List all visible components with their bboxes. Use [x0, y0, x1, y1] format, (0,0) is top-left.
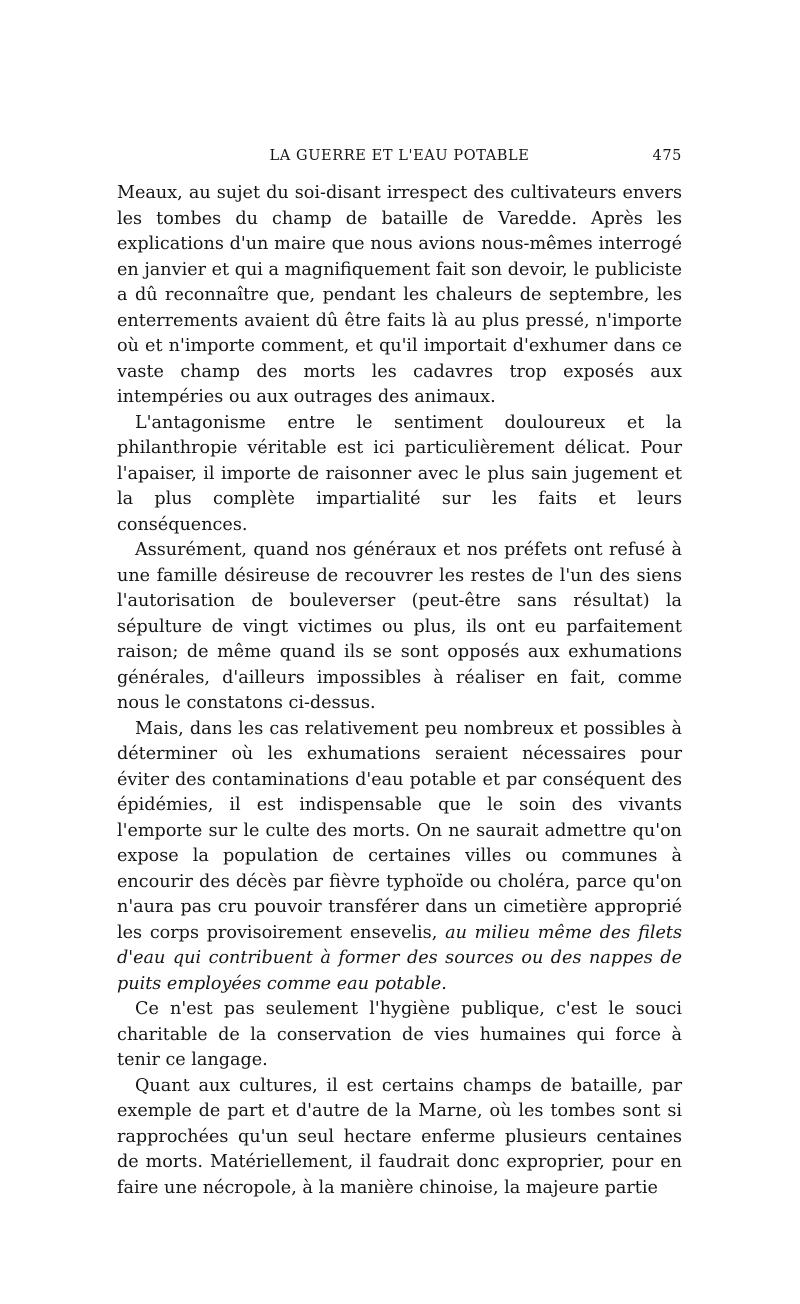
paragraph-4-text: Mais, dans les cas relativement peu nombreux et possibles à déterminer où les exhumations seraient nécessaires pour éviter des contaminations d'eau potable et par conséquent des épidémies, il est indispensable que le soin des vivants l'emporte sur le culte des morts. On ne saurait admettre qu'on expose la population de certaines villes ou communes à encourir des décès par fièvre typhoïde ou choléra, parce qu'on n'aura pas cru pouvoir transférer dans un cimetière approprié les corps provisoirement ensevelis,: [117, 718, 682, 943]
paragraph-6: [117, 1074, 682, 1202]
paragraph-2-text: L'antagonisme entre le sentiment douloureux et la philanthropie véritable est ici particulièrement délicat. Pour l'apaiser, il importe de raisonner avec le plus sain jugement et la plus complète impartialité sur les faits et leurs conséquences.: [117, 412, 682, 535]
paragraph-5: [117, 997, 682, 1074]
book-page: [117, 148, 682, 1201]
paragraph-4: [117, 717, 682, 998]
page-number: 475: [652, 148, 682, 164]
paragraph-3: [117, 538, 682, 717]
paragraph-3-text: Assurément, quand nos généraux et nos préfets ont refusé à une famille désireuse de recouvrer les restes de l'un des siens l'autorisation de bouleverser (peut-être sans résultat) la sépulture de vingt victimes ou plus, ils ont eu parfaitement raison; de même quand ils se sont opposés aux exhumations générales, d'ailleurs impossibles à réaliser en fait, comme nous le constatons ci-dessus.: [117, 540, 682, 713]
paragraph-4-italic-text: au milieu même des filets d'eau qui contribuent à former des sources ou des nappes de puits employées comme eau potable.: [117, 922, 683, 994]
paragraph-2: [117, 411, 682, 539]
body-text: [117, 181, 682, 1201]
paragraph-5-text: Ce n'est pas seulement l'hygiène publique, c'est le souci charitable de la conservation de vies humaines qui force à tenir ce langage.: [117, 999, 682, 1070]
paragraph-1-text: Meaux, au sujet du soi-disant irrespect des cultivateurs envers les tombes du champ de bataille de Varedde. Après les explications d'un maire que nous avions nous-mêmes interrogé en janvier et qui a magnifiquement fait son devoir, le publiciste a dû reconnaître que, pendant les chaleurs de septembre, les enterrements avaient dû être faits là au plus pressé, n'importe où et n'importe comment, et qu'il importait d'exhumer dans ce vaste champ des morts les cadavres trop exposés aux intempéries ou aux outrages des animaux.: [117, 183, 682, 407]
paragraph-6-text: Quant aux cultures, il est certains champs de bataille, par exemple de part et d'autre de la Marne, où les tombes sont si rapprochées qu'un seul hectare enferme plusieurs centaines de morts. Matériellement, il faudrait donc exproprier, pour en faire une nécropole, à la manière chinoise, la majeure partie: [117, 1075, 682, 1198]
running-head: [117, 148, 682, 172]
running-title: LA GUERRE ET L'EAU POTABLE: [269, 148, 530, 164]
paragraph-1: [117, 181, 682, 411]
